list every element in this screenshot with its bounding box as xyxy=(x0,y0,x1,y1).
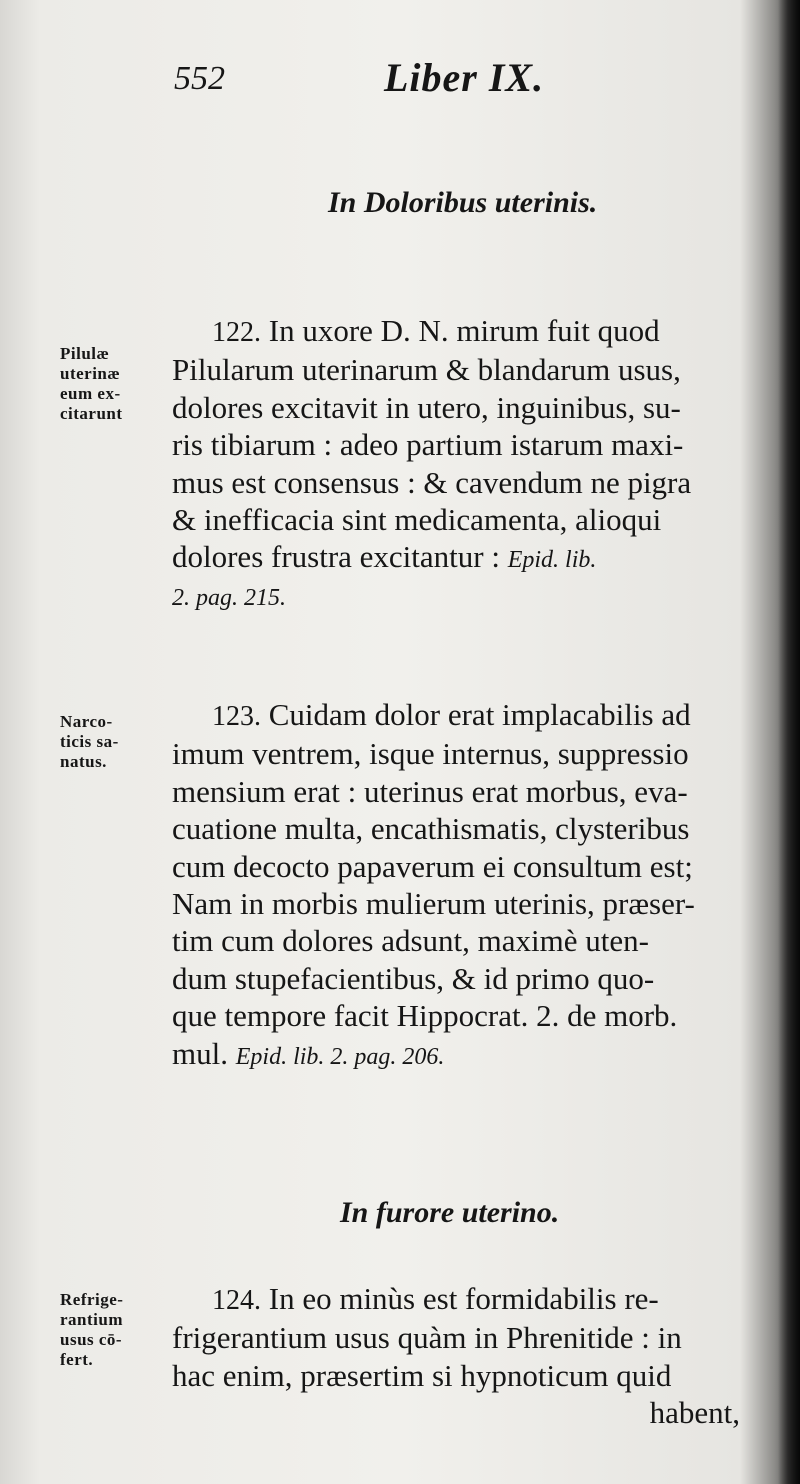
paragraph-line: 122. In uxore D. N. mirum fuit quod xyxy=(212,313,660,348)
paragraph-number: 122. xyxy=(212,317,261,348)
page-number: 552 xyxy=(174,60,225,97)
paragraph-124 xyxy=(172,1280,760,1432)
paragraph-line: que tempore facit Hippocrat. 2. de morb. xyxy=(172,998,678,1034)
paragraph-line: 124. In eo minùs est formidabilis re- xyxy=(212,1281,659,1316)
paragraph-line: habent, xyxy=(649,1395,740,1431)
paragraph-line: 123. Cuidam dolor erat implacabilis ad xyxy=(212,697,691,732)
margin-note-124: Refrige- rantium usus cō- fert. xyxy=(60,1290,124,1369)
margin-note-122: Pilulæ uterinæ eum ex- citarunt xyxy=(60,344,123,423)
paragraph-line: cum decocto papaverum ei consultum est; xyxy=(172,848,693,884)
section-title-doloribus: In Doloribus uterinis. xyxy=(328,186,598,219)
paragraph-122 xyxy=(172,312,760,617)
citation: Epid. lib. xyxy=(507,547,597,574)
paragraph-number: 124. xyxy=(212,1285,261,1316)
paragraph-123 xyxy=(172,696,760,1076)
paragraph-line: mus est consensus : & cavendum ne pigra xyxy=(172,464,692,500)
paragraph-line: mensium erat : uterinus erat morbus, eva- xyxy=(172,773,688,809)
paragraph-line: ris tibiarum : adeo partium istarum maxi- xyxy=(172,427,684,463)
paragraph-line: tim cum dolores adsunt, maximè uten- xyxy=(172,923,649,959)
paragraph-line: dolores frustra excitantur : Epid. lib. xyxy=(172,539,597,575)
paragraph-line: mul. Epid. lib. 2. pag. 206. xyxy=(172,1035,445,1071)
paragraph-line: dum stupefacientibus, & id primo quo- xyxy=(172,960,655,996)
paragraph-line: cuatione multa, encathismatis, clysteribus xyxy=(172,811,690,847)
paragraph-line: Pilularum uterinarum & blandarum usus, xyxy=(172,352,681,388)
paragraph-line: dolores excitavit in utero, inguinibus, su- xyxy=(172,389,681,425)
citation-end: 2. pag. 215. xyxy=(172,584,286,611)
paragraph-line: imum ventrem, isque internus, suppressio xyxy=(172,736,689,772)
citation: Epid. lib. 2. pag. 206. xyxy=(235,1043,445,1070)
paragraph-line: & inefficacia sint medicamenta, alioqui xyxy=(172,502,662,538)
paragraph-line: frigerantium usus quàm in Phrenitide : in xyxy=(172,1320,682,1356)
paragraph-number: 123. xyxy=(212,701,261,732)
section-title-furore: In furore uterino. xyxy=(340,1196,560,1229)
running-title: Liber IX. xyxy=(384,55,545,100)
paragraph-line: Nam in morbis mulierum uterinis, præser- xyxy=(172,886,695,922)
paragraph-line: hac enim, præsertim si hypnoticum quid xyxy=(172,1357,672,1393)
margin-note-123: Narco- ticis sa- natus. xyxy=(60,712,119,771)
book-spine-shadow xyxy=(778,0,800,1484)
